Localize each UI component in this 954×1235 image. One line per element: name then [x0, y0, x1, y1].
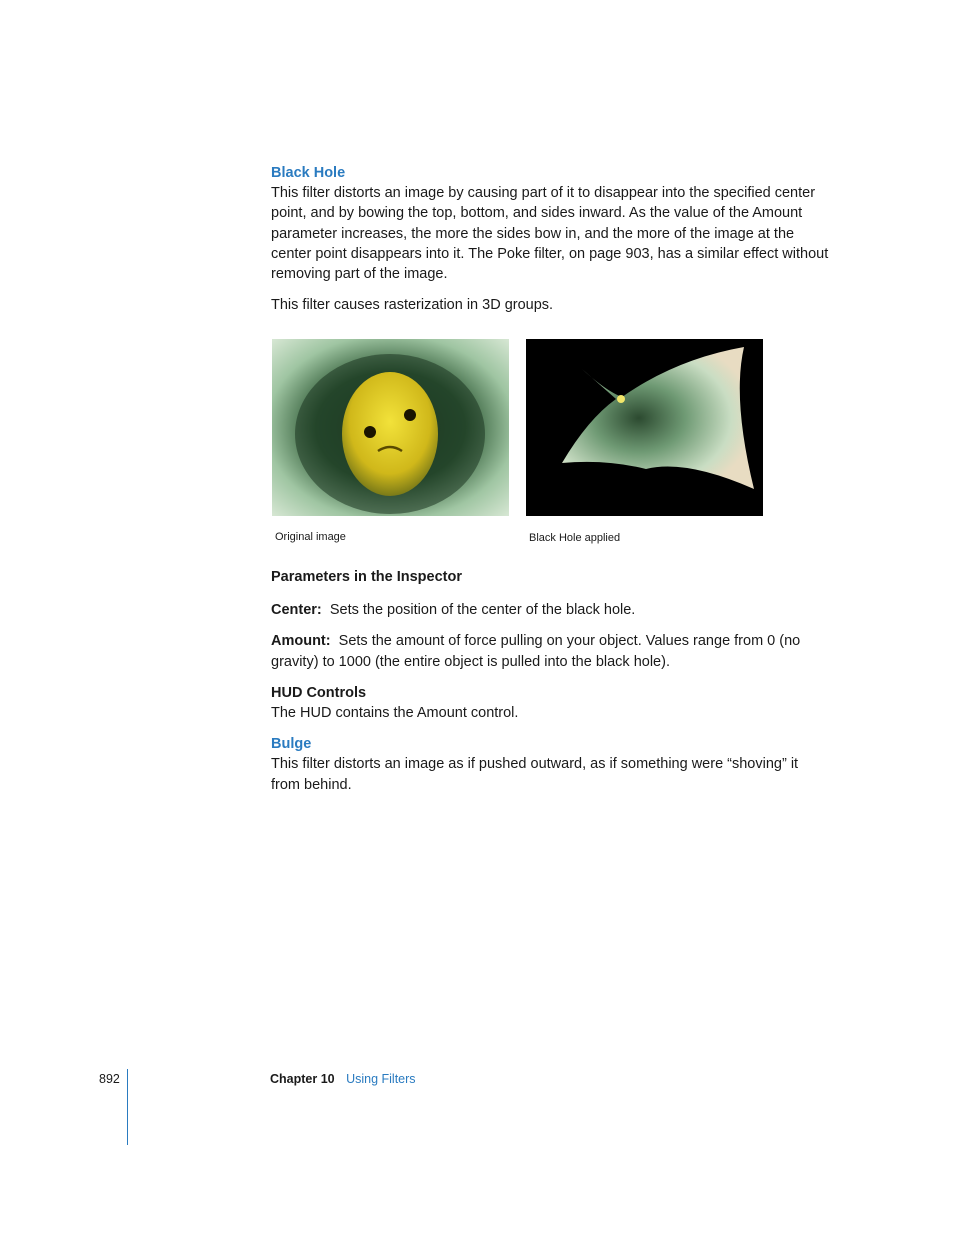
figure-pair — [272, 339, 766, 549]
chapter-title-link[interactable]: Using Filters — [346, 1072, 416, 1086]
chapter-label: Chapter 10 — [270, 1072, 335, 1086]
center-text: Sets the position of the center of the black hole. — [329, 602, 636, 618]
bulge-description: This filter distorts an image as if pushed outward, as if something were “shoving” it from behind. — [271, 756, 799, 793]
heading-bulge: Bulge — [271, 736, 312, 753]
amount-text: Sets the amount of force pulling on your object. Values range from 0 (no gravity) to 1000 (the entire object is pulled into the black hole). — [271, 633, 801, 670]
black-hole-applied-image — [526, 339, 763, 516]
center-param — [271, 600, 831, 620]
section-black-hole — [271, 163, 831, 316]
caption-applied: Black Hole applied — [529, 532, 621, 544]
parameters-section — [271, 600, 831, 795]
rasterization-note: This filter causes rasterization in 3D groups. — [271, 297, 554, 314]
hud-heading: HUD Controls — [271, 684, 367, 701]
chapter-footer — [270, 1072, 416, 1086]
caption-original: Original image — [275, 531, 346, 543]
amount-param — [271, 631, 831, 672]
page-number: 892 — [99, 1072, 120, 1086]
hud-text: The HUD contains the Amount control. — [271, 705, 519, 722]
parameters-heading: Parameters in the Inspector — [271, 569, 462, 585]
black-hole-description: This filter distorts an image by causing part of it to disappear into the specified center point, and by bowing the top, bottom, and sides inward. As the value of the Amount parameter increases, the more the sides bow in, and the more of the image at the center point disappears into it. The Poke filter, on page 903, has a similar effect without removing part of the image. — [271, 185, 829, 283]
original-image — [272, 339, 509, 516]
center-label: Center: — [271, 602, 322, 618]
amount-label: Amount: — [271, 633, 331, 650]
heading-black-hole: Black Hole — [271, 165, 346, 181]
footer-rule — [127, 1069, 128, 1145]
